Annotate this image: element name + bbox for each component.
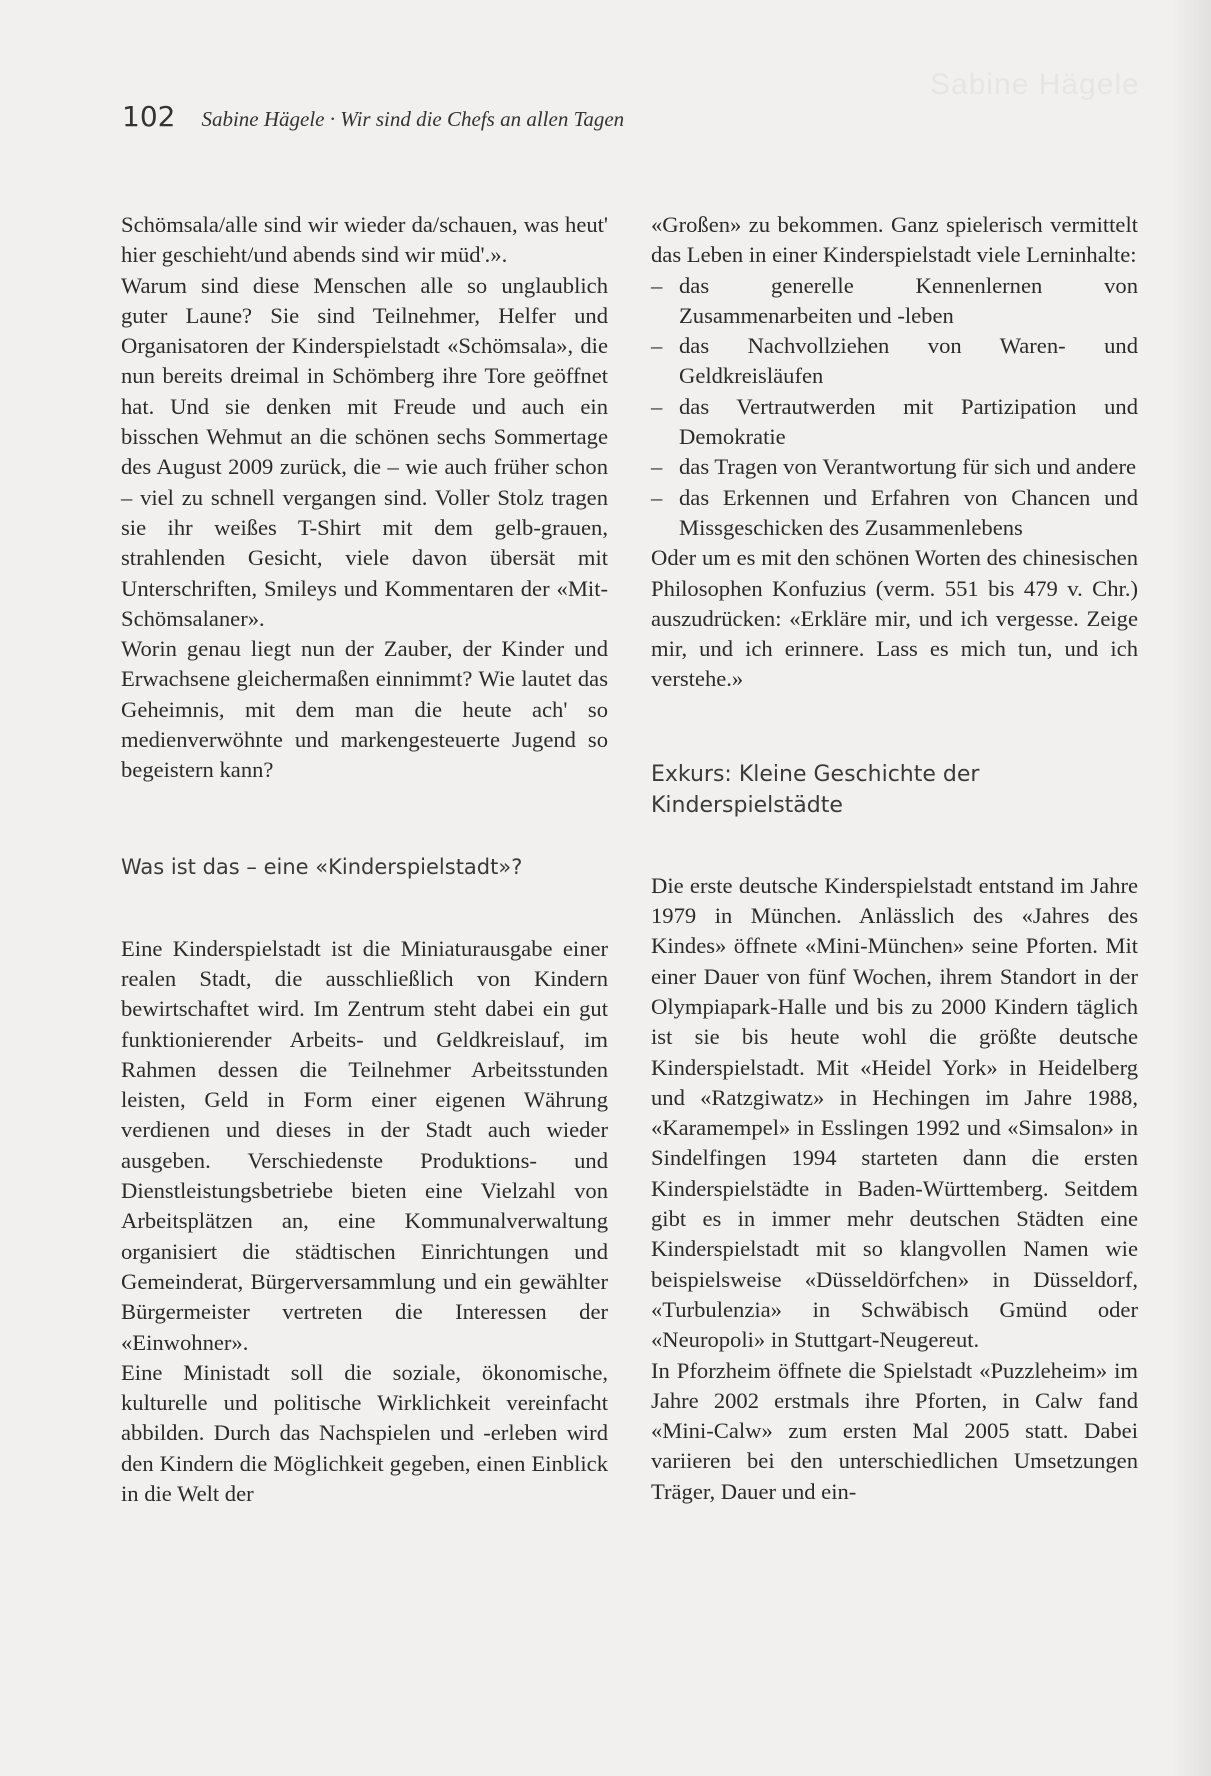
show-through-text: Sabine Hägele bbox=[930, 68, 1140, 101]
paragraph: In Pforzheim öffnete die Spielstadt «Puzzleheim» im Jahre 2002 erstmals ihre Pforten, in Calw fand «Mini-Calw» zum ersten Mal 2005 statt. Dabei variieren bei den unterschiedlichen Umsetzungen Träger, Dauer und ein- bbox=[651, 1357, 1138, 1504]
paragraph: Eine Ministadt soll die soziale, ökonomische, kulturelle und politische Wirklichkeit vereinfacht abbilden. Durch das Nachspielen und -erleben wird den Kindern die Möglichkeit gegeben, einen Einblick in die Welt der bbox=[121, 1359, 608, 1506]
dash-bullet: – bbox=[651, 454, 663, 480]
list-item-text: das Nachvollziehen von Waren- und Geldkreisläufen bbox=[679, 333, 1138, 389]
list-item bbox=[651, 452, 1138, 482]
list-item-text: das generelle Kennenlernen von Zusammenarbeiten und -leben bbox=[679, 272, 1138, 328]
list-item-text: das Erkennen und Erfahren von Chancen und Missgeschicken des Zusammenlebens bbox=[679, 484, 1138, 540]
section-heading: Was ist das – eine «Kinderspielstadt»? bbox=[121, 854, 523, 879]
list-item bbox=[651, 271, 1138, 332]
paragraph: «Großen» zu bekommen. Ganz spielerisch vermittelt das Leben in einer Kinderspielstadt viele Lerninhalte: bbox=[651, 212, 1138, 268]
section-heading: Exkurs: Kleine Geschichte der Kinderspielstädte bbox=[651, 761, 980, 818]
running-head bbox=[122, 100, 624, 133]
left-column bbox=[121, 210, 608, 1509]
page-edge-shadow bbox=[1171, 0, 1211, 1776]
dash-bullet: – bbox=[651, 484, 663, 510]
list-item bbox=[651, 331, 1138, 392]
list-item-text: das Vertrautwerden mit Partizipation und Demokratie bbox=[679, 393, 1138, 450]
page-number: 102 bbox=[122, 100, 176, 133]
paragraph: Oder um es mit den schönen Worten des chinesischen Philosophen Konfuzius (verm. 551 bis 479 v. Chr.) auszudrücken: «Erkläre mir, und ich vergesse. Zeige mir, und ich erinnere. Lass es mich tun, und ich verstehe.» bbox=[651, 545, 1138, 692]
learning-list bbox=[651, 271, 1138, 544]
paragraph: Worin genau liegt nun der Zauber, der Kinder und Erwachsene gleichermaßen einnimmt? Wie lautet das Geheimnis, mit dem man die heute ach' so medienverwöhnte und markengesteuerte Jugend so begeistern kann? bbox=[121, 636, 608, 783]
paragraph: Die erste deutsche Kinderspielstadt entstand im Jahre 1979 in München. Anlässlich des «Jahres des Kindes» öffnete «Mini-München» seine Pforten. Mit einer Dauer von fünf Wochen, ihrem Standort in der Olympiapark-Halle und bis zu 2000 Kindern täglich ist sie bis heute wohl die größte deutsche Kinderspielstadt. Mit «Heidel York» in Heidelberg und «Ratzgiwatz» in Hechingen im Jahre 1988, «Karamempel» in Esslingen 1992 und «Simsalon» in Sindelfingen 1994 starteten dann die ersten Kinderspielstädte in Baden-Württemberg. Seitdem gibt es in immer mehr deutschen Städten eine Kinderspielstadt mit so klangvollen Namen wie beispielsweise «Düsseldörfchen» in Düsseldorf, «Turbulenzia» in Schwäbisch Gmünd oder «Neuropoli» in Stuttgart-Neugereut. bbox=[651, 872, 1138, 1353]
list-item bbox=[651, 392, 1138, 453]
paragraph: Schömsala/alle sind wir wieder da/schauen, was heut' hier geschieht/und abends sind wir müd'.». bbox=[121, 212, 608, 268]
dash-bullet: – bbox=[651, 393, 663, 419]
paragraph: Warum sind diese Menschen alle so unglaublich guter Laune? Sie sind Teilnehmer, Helfer und Organisatoren der Kinderspielstadt «Schömsala», die nun bereits dreimal in Schömberg ihre Tore geöffnet hat. Und sie denken mit Freude und auch ein bisschen Wehmut an die schönen sechs Sommertage des August 2009 zurück, die – wie auch früher schon – viel zu schnell vergangen sind. Voller Stolz tragen sie ihr weißes T-Shirt mit dem gelb-grauen, strahlenden Gesicht, viele davon übersät mit Unterschriften, Smileys und Kommentaren der «Mit-Schömsalaner». bbox=[121, 272, 608, 631]
right-column bbox=[651, 210, 1138, 1507]
dash-bullet: – bbox=[651, 272, 663, 298]
list-item bbox=[651, 483, 1138, 544]
running-title: Sabine Hägele · Wir sind die Chefs an allen Tagen bbox=[201, 107, 625, 131]
paragraph: Eine Kinderspielstadt ist die Miniaturausgabe einer realen Stadt, die ausschließlich von Kindern bewirtschaftet wird. Im Zentrum steht dabei ein gut funktionierender Arbeits- und Geldkreislauf, im Rahmen dessen die Teilnehmer Arbeitsstunden leisten, Geld in Form einer eigenen Währung verdienen und dieses in der Stadt auch wieder ausgeben. Verschiedenste Produktions- und Dienstleistungsbetriebe bieten eine Vielzahl von Arbeitsplätzen an, eine Kommunalverwaltung organisiert die städtischen Einrichtungen und Gemeinderat, Bürgerversammlung und ein gewählter Bürgermeister vertreten die Interessen der «Einwohner». bbox=[121, 935, 608, 1355]
list-item-text: das Tragen von Verantwortung für sich und andere bbox=[679, 454, 1137, 480]
dash-bullet: – bbox=[651, 333, 663, 359]
